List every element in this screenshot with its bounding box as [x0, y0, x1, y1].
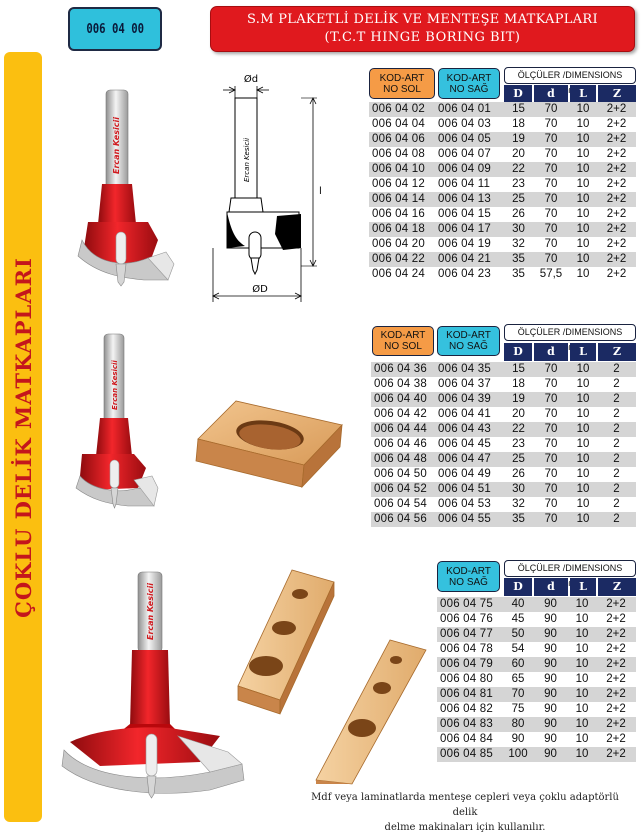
dimension-cell: 2	[597, 392, 636, 407]
article-code-cell: 006 04 09	[435, 162, 504, 177]
article-code-cell: 006 04 82	[440, 703, 493, 715]
article-code-cell: 006 04 75	[437, 597, 503, 612]
dimension-cell: 70	[544, 378, 558, 390]
article-code-cell: 006 04 18	[369, 222, 435, 237]
col-D-3: D	[504, 578, 532, 596]
dimension-cell: 10	[576, 438, 590, 450]
dimension-cell: 70	[533, 192, 569, 207]
dimension-cell: 2+2	[606, 118, 627, 130]
dimension-cell: 2+2	[606, 733, 626, 745]
dimension-cell: 2+2	[606, 238, 627, 250]
article-code-cell: 006 04 76	[440, 613, 493, 625]
article-code-cell: 006 04 37	[438, 378, 491, 390]
dimension-cell: 10	[568, 657, 596, 672]
col-Z-3: Z	[598, 578, 636, 596]
table-row	[371, 422, 636, 437]
dimension-cell: 70	[533, 392, 569, 407]
dimension-cell: 10	[576, 498, 590, 510]
dimension-cell: 10	[569, 482, 597, 497]
shank-diameter-label: Ød	[243, 74, 259, 85]
header-kod-sol-2	[372, 326, 434, 356]
dimension-cell: 10	[576, 118, 590, 130]
dimension-cell: 18	[512, 118, 525, 130]
article-code-cell: 006 04 41	[438, 408, 491, 420]
dimension-cell: 35	[504, 512, 533, 527]
dimension-cell: 60	[503, 657, 533, 672]
dimension-cell: 2	[613, 438, 620, 450]
dimension-cell: 35	[512, 268, 525, 280]
dimension-cell: 10	[569, 362, 597, 377]
dimension-cell: 2	[597, 482, 636, 497]
dimension-cell: 65	[511, 673, 525, 685]
side-category-bar	[4, 52, 42, 822]
article-code-cell: 006 04 07	[438, 148, 491, 160]
hinge-bit-photo-2	[68, 328, 168, 518]
article-code-cell: 006 04 05	[435, 132, 504, 147]
dimension-cell: 15	[504, 102, 533, 117]
header-kod-sag-2-line2: NO SAĞ	[449, 341, 488, 352]
footnote-line-1: Mdf veya laminatlarda menteşe cepleri veya çoklu adaptörlü delik	[311, 792, 619, 818]
cut-diameter-label: ØD	[252, 284, 268, 295]
article-code-cell: 006 04 48	[371, 452, 435, 467]
article-code-cell: 006 04 43	[435, 422, 504, 437]
dimension-cell: 10	[575, 613, 589, 625]
dimension-cell: 90	[533, 597, 568, 612]
dimension-cell: 20	[512, 408, 525, 420]
dimension-cell: 70	[544, 208, 558, 220]
dimension-cell: 90	[544, 673, 557, 685]
article-code-cell: 006 04 53	[438, 498, 491, 510]
side-category-label: ÇOKLU DELİK MATKAPLARI	[10, 256, 36, 618]
table-row	[369, 207, 636, 222]
header-kod-sol-2-line1: KOD-ART	[380, 330, 426, 341]
dimension-cell: 70	[533, 362, 569, 377]
dimension-cell: 45	[511, 613, 525, 625]
dimension-cell: 25	[504, 452, 533, 467]
spec-table-2	[371, 362, 636, 527]
dimension-cell: 2+2	[606, 703, 626, 715]
dimension-cell: 2+2	[596, 747, 636, 762]
dimension-cell: 70	[533, 102, 569, 117]
table-row	[369, 117, 636, 132]
article-code-cell: 006 04 01	[435, 102, 504, 117]
dimension-cell: 90	[511, 733, 525, 745]
col-D-2: D	[504, 343, 532, 361]
table-row	[369, 162, 636, 177]
header-kod-sol-1	[369, 68, 435, 99]
article-code-cell: 006 04 12	[372, 178, 425, 190]
dimension-cell: 10	[569, 162, 597, 177]
dimension-cell: 2+2	[606, 268, 627, 280]
svg-text:Ercan Kesicii: Ercan Kesicii	[243, 137, 251, 182]
dimension-cell: 70	[533, 422, 569, 437]
article-code-cell: 006 04 45	[438, 438, 491, 450]
dimension-cell: 10	[576, 178, 590, 190]
header-kod-sag-3-line1: KOD-ART	[446, 565, 491, 577]
dimension-cell: 19	[504, 132, 533, 147]
dimension-cell: 18	[512, 378, 525, 390]
dimension-cell: 22	[504, 422, 533, 437]
table-row	[437, 747, 636, 762]
header-kod-sag-1-line1: KOD-ART	[446, 72, 492, 84]
dimension-cell: 70	[533, 132, 569, 147]
dimension-cell: 75	[511, 703, 525, 715]
dimension-cell: 70	[544, 468, 558, 480]
dimension-cell: 90	[544, 613, 557, 625]
header-kod-sag-1-line2: NO SAĞ	[449, 83, 489, 95]
article-code-cell: 006 04 08	[372, 148, 425, 160]
dimension-cell: 10	[568, 597, 596, 612]
article-code-cell: 006 04 20	[372, 238, 425, 250]
table-row	[371, 437, 636, 452]
dimension-cell: 10	[575, 643, 589, 655]
article-code-cell: 006 04 44	[371, 422, 435, 437]
table-row	[437, 717, 636, 732]
title-banner	[210, 6, 635, 52]
dimension-cell: 100	[503, 747, 533, 762]
dimension-cell: 70	[533, 452, 569, 467]
article-code-cell: 006 04 50	[374, 468, 427, 480]
dimension-cell: 23	[512, 178, 525, 190]
dimension-cell: 10	[569, 452, 597, 467]
hinge-bit-photo-3	[60, 566, 250, 806]
table-row	[371, 407, 636, 422]
product-code: 006 04 00	[86, 21, 144, 37]
svg-text:Ercan Kesicii: Ercan Kesicii	[111, 360, 119, 410]
dimension-cell: 2+2	[596, 597, 636, 612]
dimension-cell: 10	[569, 102, 597, 117]
dimension-cell: 70	[544, 238, 558, 250]
article-code-cell: 006 04 23	[438, 268, 491, 280]
article-code-cell: 006 04 35	[435, 362, 504, 377]
article-code-cell: 006 04 13	[435, 192, 504, 207]
article-code-cell: 006 04 40	[371, 392, 435, 407]
article-code-cell: 006 04 15	[438, 208, 491, 220]
dimension-cell: 2+2	[606, 208, 627, 220]
col-L-3: L	[570, 578, 596, 596]
dimension-cell: 54	[511, 643, 525, 655]
article-code-cell: 006 04 84	[440, 733, 493, 745]
dimension-cell: 90	[533, 747, 568, 762]
dimension-cell: 30	[504, 482, 533, 497]
dimension-cell: 70	[503, 687, 533, 702]
dimension-cell: 10	[568, 717, 596, 732]
article-code-cell: 006 04 47	[435, 452, 504, 467]
dimension-cell: 26	[512, 208, 525, 220]
dimension-cell: 10	[569, 132, 597, 147]
article-code-cell: 006 04 79	[437, 657, 503, 672]
dimension-cell: 2+2	[606, 178, 627, 190]
dimension-cell: 10	[569, 392, 597, 407]
dimension-cell: 2+2	[606, 613, 626, 625]
article-code-cell: 006 04 21	[435, 252, 504, 267]
dimension-cell: 90	[544, 703, 557, 715]
drilled-panel-image-1	[190, 395, 350, 497]
dimension-cell: 2	[597, 362, 636, 377]
dimension-cell: 70	[544, 178, 558, 190]
dimension-cell: 80	[503, 717, 533, 732]
dimension-cell: 70	[533, 252, 569, 267]
dimension-cell: 10	[576, 208, 590, 220]
footnote-line-2: delme makinaları için kullanılır.	[384, 822, 546, 833]
dimension-cell: 70	[533, 222, 569, 237]
dimension-cell: 90	[544, 733, 557, 745]
dimension-cell: 19	[504, 392, 533, 407]
article-code-cell: 006 04 56	[371, 512, 435, 527]
table-row	[369, 192, 636, 207]
dimension-cell: 2+2	[596, 717, 636, 732]
header-kod-sag-2-line1: KOD-ART	[446, 330, 491, 341]
dimension-cell: 10	[576, 268, 590, 280]
hinge-bit-photo-1	[64, 72, 184, 294]
dimension-cell: 70	[544, 498, 558, 510]
table-row	[369, 222, 636, 237]
table-row	[437, 657, 636, 672]
dimension-cell: 50	[503, 627, 533, 642]
article-code-cell: 006 04 55	[435, 512, 504, 527]
dimension-cell: 2+2	[606, 673, 626, 685]
col-d-2: d	[534, 343, 568, 361]
dimension-cell: 2+2	[596, 657, 636, 672]
table-row	[437, 612, 636, 627]
dimension-cell: 10	[568, 687, 596, 702]
dimension-cell: 10	[576, 468, 590, 480]
dimension-cell: 2	[613, 378, 620, 390]
dimension-cell: 90	[533, 717, 568, 732]
article-code-cell: 006 04 54	[374, 498, 427, 510]
table-row	[437, 732, 636, 747]
col-D-1: D	[504, 85, 532, 103]
spec-table-3	[437, 597, 636, 762]
dimensions-title-3: ÖLÇÜLER /DIMENSIONS	[504, 560, 636, 577]
table-row	[437, 702, 636, 717]
dimension-cell: 10	[569, 512, 597, 527]
article-code-cell: 006 04 38	[374, 378, 427, 390]
article-code-cell: 006 04 11	[438, 178, 491, 190]
dimension-cell: 2+2	[596, 687, 636, 702]
dimension-cell: 10	[576, 378, 590, 390]
dimension-cell: 70	[533, 512, 569, 527]
col-d-3: d	[534, 578, 568, 596]
table-row	[371, 512, 636, 527]
dimension-cell: 70	[533, 482, 569, 497]
table-row	[371, 377, 636, 392]
article-code-cell: 006 04 14	[369, 192, 435, 207]
dimension-cell: 10	[569, 222, 597, 237]
hinge-bit-technical-drawing	[205, 70, 335, 306]
product-code-box	[68, 7, 162, 51]
table-row	[437, 642, 636, 657]
dimension-cell: 10	[575, 673, 589, 685]
dimension-cell: 32	[512, 498, 525, 510]
dimension-cell: 90	[533, 687, 568, 702]
article-code-cell: 006 04 77	[437, 627, 503, 642]
table-row	[437, 672, 636, 687]
dimension-cell: 22	[504, 162, 533, 177]
table-row	[369, 177, 636, 192]
dimension-cell: 2	[597, 452, 636, 467]
dimensions-title-1: ÖLÇÜLER /DIMENSIONS	[504, 67, 636, 84]
dimension-cell: 2+2	[597, 222, 636, 237]
article-code-cell: 006 04 24	[372, 268, 425, 280]
dimension-cell: 90	[533, 627, 568, 642]
article-code-cell: 006 04 03	[438, 118, 491, 130]
title-line-1: S.M PLAKETLİ DELİK VE MENTEŞE MATKAPLARI	[247, 12, 598, 27]
article-code-cell: 006 04 17	[435, 222, 504, 237]
article-code-cell: 006 04 83	[437, 717, 503, 732]
dimension-cell: 2	[597, 512, 636, 527]
title-line-2: (T.C.T HINGE BORING BIT)	[324, 30, 521, 45]
dimension-cell: 23	[512, 438, 525, 450]
dimension-cell: 70	[544, 118, 558, 130]
table-row	[369, 147, 636, 162]
dimension-cell: 10	[575, 733, 589, 745]
length-label: l	[319, 186, 322, 197]
dimension-cell: 26	[512, 468, 525, 480]
col-Z-1: Z	[598, 85, 636, 103]
article-code-cell: 006 04 49	[438, 468, 491, 480]
article-code-cell: 006 04 39	[435, 392, 504, 407]
dimension-cell: 10	[575, 703, 589, 715]
article-code-cell: 006 04 19	[438, 238, 491, 250]
dimension-cell: 35	[504, 252, 533, 267]
header-kod-sol-1-line2: NO SOL	[383, 83, 421, 95]
dimension-cell: 2+2	[597, 192, 636, 207]
dimension-cell: 70	[544, 148, 558, 160]
table-row	[369, 237, 636, 252]
dimension-cell: 10	[576, 408, 590, 420]
brand-text: Ercan Kesicii	[112, 117, 121, 174]
table-row	[371, 467, 636, 482]
dimension-cell: 70	[533, 162, 569, 177]
header-kod-sol-1-line1: KOD-ART	[379, 72, 425, 84]
article-code-cell: 006 04 22	[369, 252, 435, 267]
col-d-1: d	[534, 85, 568, 103]
dimension-cell: 10	[569, 192, 597, 207]
col-L-1: L	[570, 85, 596, 103]
table-row	[369, 132, 636, 147]
dimension-cell: 2+2	[606, 643, 626, 655]
table-row	[371, 482, 636, 497]
dimension-cell: 2+2	[597, 252, 636, 267]
dimension-cell: 2	[613, 408, 620, 420]
dimension-cell: 2+2	[597, 132, 636, 147]
header-kod-sag-2	[437, 326, 500, 356]
dimension-cell: 15	[504, 362, 533, 377]
dimension-cell: 57,5	[539, 268, 563, 280]
table-row	[371, 362, 636, 377]
dimension-cell: 2+2	[597, 102, 636, 117]
table-row	[369, 267, 636, 282]
article-code-cell: 006 04 52	[371, 482, 435, 497]
dimension-cell: 2	[613, 498, 620, 510]
article-code-cell: 006 04 04	[372, 118, 425, 130]
table-row	[437, 687, 636, 702]
article-code-cell: 006 04 78	[440, 643, 493, 655]
dimension-cell: 10	[576, 238, 590, 250]
dimension-cell: 2	[613, 468, 620, 480]
dimension-cell: 2	[597, 422, 636, 437]
article-code-cell: 006 04 42	[374, 408, 427, 420]
article-code-cell: 006 04 06	[369, 132, 435, 147]
table-row	[371, 452, 636, 467]
dimension-cell: 2+2	[606, 148, 627, 160]
dimension-cell: 90	[544, 643, 557, 655]
svg-text:Ercan Kesicii: Ercan Kesicii	[146, 583, 155, 640]
dimension-cell: 10	[568, 627, 596, 642]
table-row	[371, 392, 636, 407]
article-code-cell: 006 04 51	[435, 482, 504, 497]
article-code-cell: 006 04 80	[440, 673, 493, 685]
table-row	[369, 102, 636, 117]
col-L-2: L	[570, 343, 596, 361]
table-row	[437, 597, 636, 612]
dimension-cell: 32	[512, 238, 525, 250]
article-code-cell: 006 04 16	[372, 208, 425, 220]
dimension-cell: 20	[512, 148, 525, 160]
table-row	[437, 627, 636, 642]
dimension-cell: 10	[576, 148, 590, 160]
dimensions-title-2: ÖLÇÜLER /DIMENSIONS	[504, 324, 636, 341]
dimension-cell: 25	[504, 192, 533, 207]
header-kod-sol-2-line2: NO SOL	[384, 341, 422, 352]
dimension-cell: 40	[503, 597, 533, 612]
article-code-cell: 006 04 36	[371, 362, 435, 377]
drilled-panels-image-2	[232, 562, 432, 784]
article-code-cell: 006 04 81	[437, 687, 503, 702]
dimension-cell: 10	[569, 252, 597, 267]
table-row	[371, 497, 636, 512]
article-code-cell: 006 04 10	[369, 162, 435, 177]
dimension-cell: 2+2	[597, 162, 636, 177]
footnote	[300, 790, 630, 835]
header-kod-sag-3-line2: NO SAĞ	[449, 576, 488, 588]
dimension-cell: 10	[568, 747, 596, 762]
table-row	[369, 252, 636, 267]
dimension-cell: 30	[504, 222, 533, 237]
dimension-cell: 90	[533, 657, 568, 672]
header-kod-sag-1	[438, 68, 500, 99]
article-code-cell: 006 04 46	[374, 438, 427, 450]
dimension-cell: 70	[544, 408, 558, 420]
dimension-cell: 10	[569, 422, 597, 437]
dimension-cell: 2+2	[596, 627, 636, 642]
dimension-cell: 70	[544, 438, 558, 450]
header-kod-sag-3	[437, 561, 500, 592]
article-code-cell: 006 04 02	[369, 102, 435, 117]
article-code-cell: 006 04 85	[437, 747, 503, 762]
col-Z-2: Z	[598, 343, 636, 361]
spec-table-1	[369, 102, 636, 282]
